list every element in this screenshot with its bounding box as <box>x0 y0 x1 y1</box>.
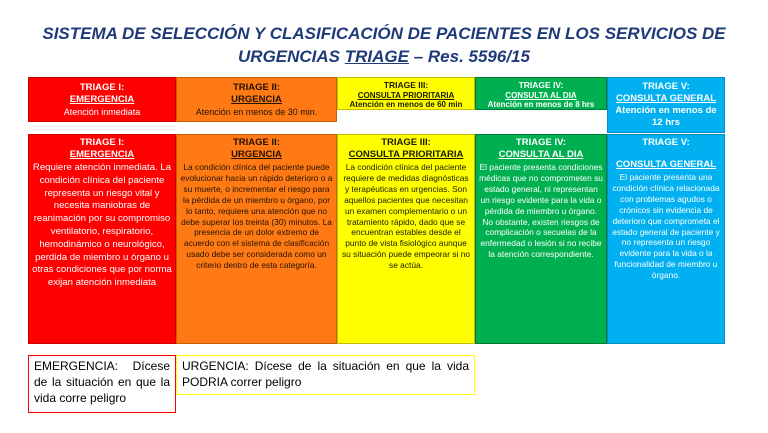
detail-text: La condición clínica del paciente requiere de medidas diagnósticas y terapéuticas en urgencias. Son aquellos pacientes que necesitan un examen complementario o un tratamiento rápido, dado que se encuentran estables desde el punto de vista fisiológico aunque su situación puede empeorar si no se actúa. <box>341 162 471 271</box>
summary-triage-4 <box>475 77 607 110</box>
detail-triage-2 <box>176 134 337 344</box>
summary-time: Atención en menos de 12 hrs <box>615 105 717 128</box>
detail-level: TRIAGE V: <box>642 137 690 148</box>
summary-name: CONSULTA GENERAL <box>615 93 717 104</box>
detail-level: TRIAGE I: <box>79 137 125 148</box>
detail-triage-3 <box>337 134 475 344</box>
summary-time: Atención en menos de 30 min. <box>195 107 318 117</box>
detail-level: TRIAGE II: <box>233 137 280 148</box>
definition-urgencia: URGENCIA: Dícese de la situación en que la vida PODRIA correr peligro <box>176 355 475 395</box>
summary-time: Atención inmediata <box>63 107 141 117</box>
detail-name: EMERGENCIA <box>69 149 135 160</box>
detail-text: El paciente presenta una condición clínica relacionada con problemas agudos o crónicos sin evidencia de deterioro que comprometa el estado general de paciente y no representa un riesgo evidente para la vida o la funcionalidad de miembro u órgano. <box>612 172 720 281</box>
summary-name: CONSULTA PRIORITARIA <box>357 90 455 100</box>
detail-name: CONSULTA AL DIA <box>498 149 584 160</box>
detail-triage-5 <box>607 134 725 344</box>
detail-level: TRIAGE IV: <box>515 137 567 148</box>
summary-level: TRIAGE II: <box>233 82 280 93</box>
page-title-line1: SISTEMA DE SELECCIÓN Y CLASIFICACIÓN DE PACIENTES EN LOS SERVICIOS DE <box>42 24 726 43</box>
summary-time: Atención en menos de 8 hrs <box>487 100 595 109</box>
summary-triage-5 <box>607 77 725 133</box>
detail-triage-4 <box>475 134 607 344</box>
detail-text: La condición clínica del paciente puede evolucionar hacia un rápido deterioro o a su muerte, o incrementar el riesgo para la pérdida de un miembro u órgano, por lo tanto, requiere una atención que no debe superar los treinta (30) minutos. La presencia de un dolor extremo de acuerdo con el sistema de clasificación usado debe ser considerada como un criterio dentro de esta categoría. <box>180 162 333 271</box>
summary-triage-2 <box>176 77 337 122</box>
summary-level: TRIAGE V: <box>642 81 690 92</box>
summary-name: URGENCIA <box>231 94 282 105</box>
detail-text: El paciente presenta condiciones médicas que no comprometen su estado general, ni representan un riesgo evidente para la vida o pérdida de miembro u órgano. No obstante, existen riesgos de complicación o secuelas de la enfermedad o lesión si no recibe la atención correspondiente. <box>479 162 603 260</box>
title-urgencias: URGENCIAS <box>238 47 345 66</box>
summary-name: EMERGENCIA <box>69 94 135 105</box>
detail-level: TRIAGE III: <box>381 137 431 148</box>
title-resolution: – Res. 5596/15 <box>408 47 530 66</box>
summary-triage-1 <box>28 77 176 122</box>
title-triage: TRIAGE <box>344 47 409 66</box>
detail-name: CONSULTA PRIORITARIA <box>348 149 464 160</box>
detail-text: Requiere atención inmediata. La condición clínica del paciente representa un riesgo vital y necesita maniobras de reanimación por su compromiso ventilatorio, respiratorio, hemodinámico o neurológico, perdida de miembro u órgano u otras condiciones que por norma exijan atención inmediata <box>32 162 172 289</box>
detail-triage-1 <box>28 134 176 344</box>
summary-level: TRIAGE III: <box>383 80 429 90</box>
definition-emergencia: EMERGENCIA: Dícese de la situación en que la vida corre peligro <box>28 355 176 413</box>
summary-triage-3 <box>337 77 475 110</box>
page-title-line2 <box>0 46 768 68</box>
summary-level: TRIAGE IV: <box>518 80 564 90</box>
summary-name: CONSULTA AL DIA <box>505 90 577 100</box>
summary-time: Atención en menos de 60 min <box>349 100 463 109</box>
summary-level: TRIAGE I: <box>79 82 125 93</box>
detail-name: URGENCIA <box>231 149 282 160</box>
detail-name: CONSULTA GENERAL <box>615 159 717 170</box>
